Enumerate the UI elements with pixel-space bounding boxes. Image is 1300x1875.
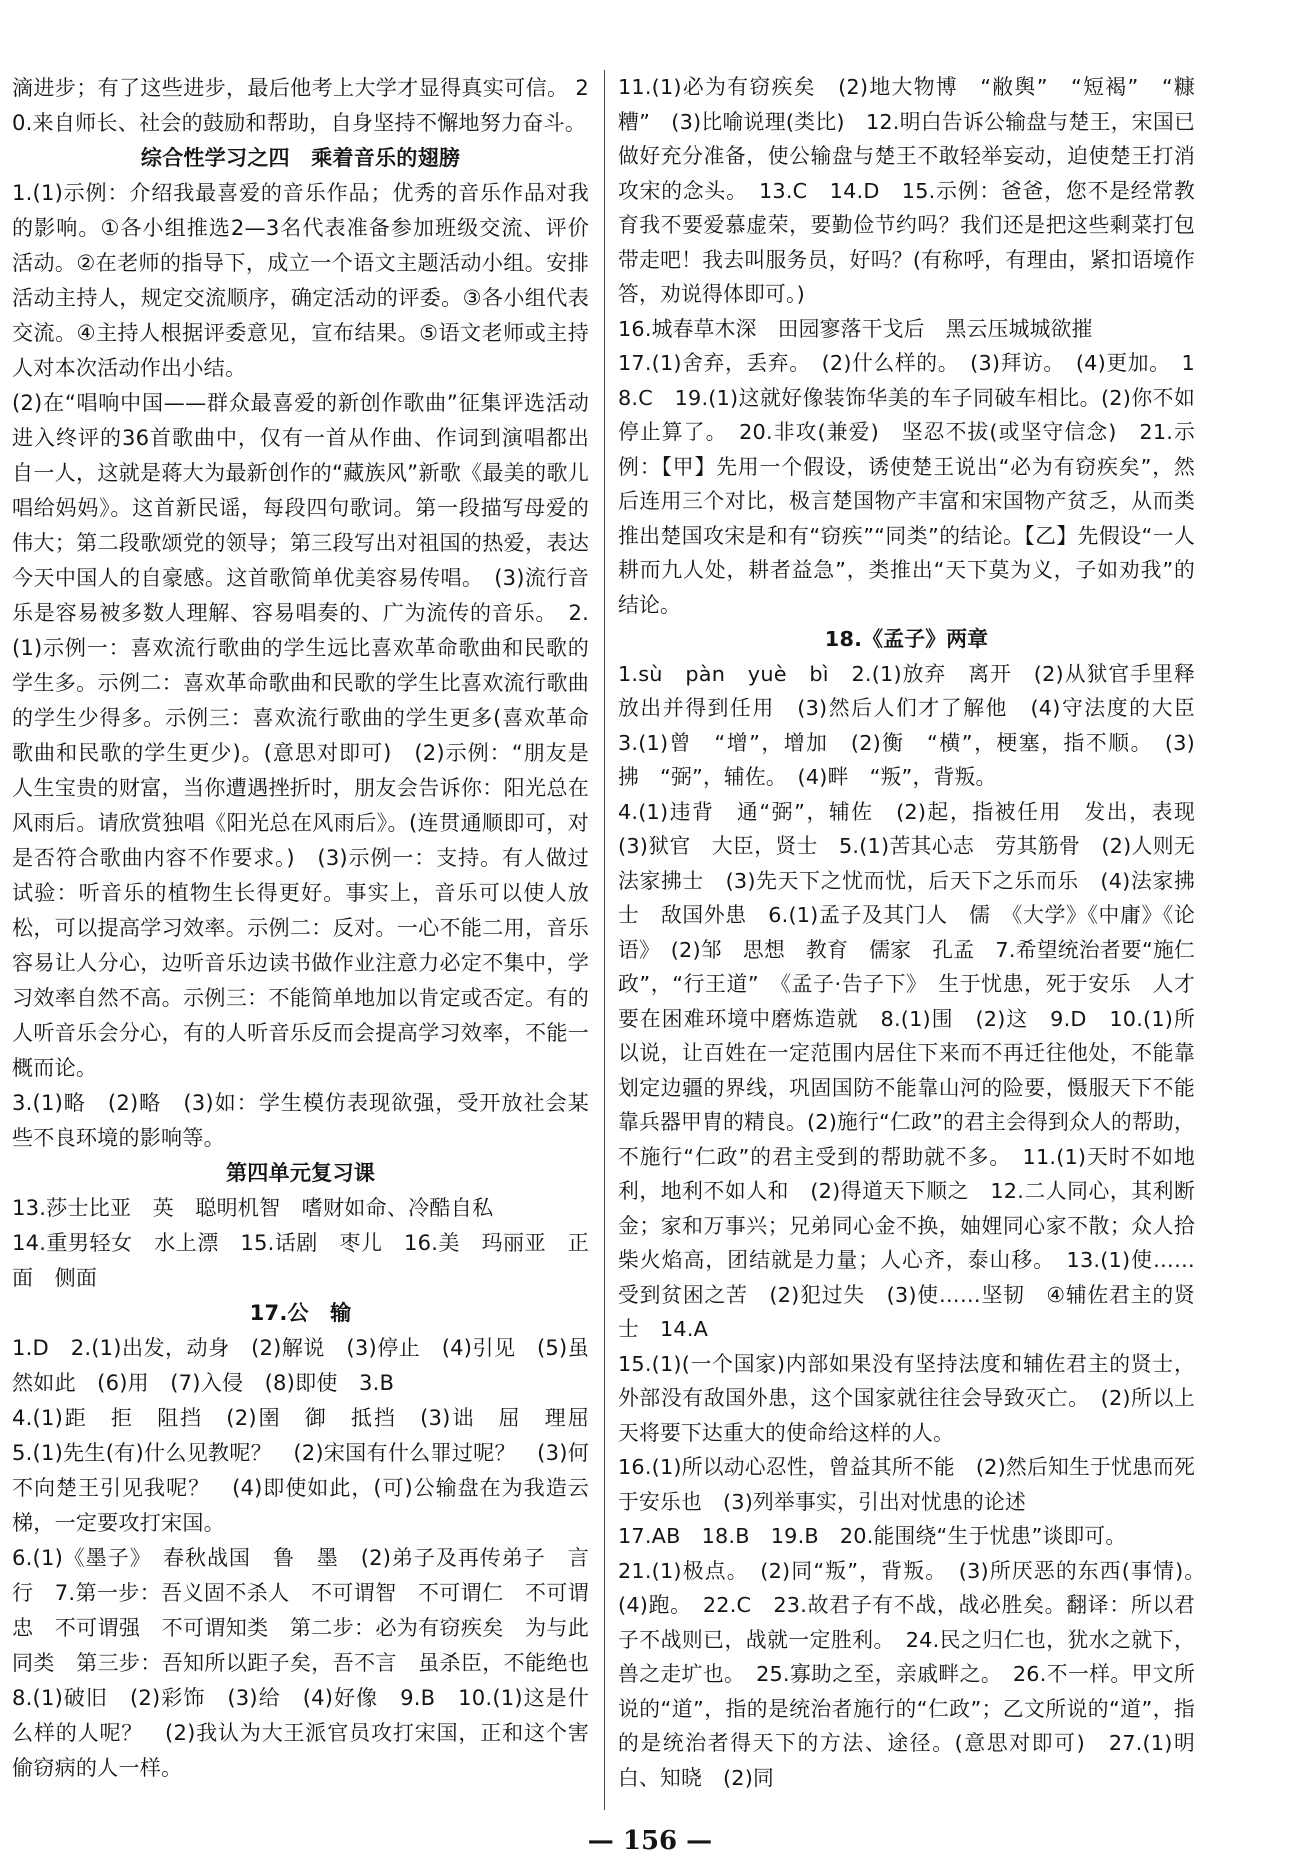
answer-paragraph: (2)在“唱响中国——群众最喜爱的新创作歌曲”征集评选活动进入终评的36首歌曲中，仅有一首从作曲、作词到演唱都出自一人，这就是蒋大为最新创作的“藏族风”新歌《最美的歌儿唱给妈妈》。这首新民谣，每段四句歌词。第一段描写母爱的伟大；第二段歌颂党的领导；第三段写出对祖国的热爱，表达今天中国人的自豪感。这首歌简单优美容易传唱。 (3)流行音乐是容易被多数人理解、容易唱奏的、广为流传的音乐。 2.(1)示例一：喜欢流行歌曲的学生远比喜欢革命歌曲和民歌的学生多。示例二：喜欢革命歌曲和民歌的学生比喜欢流行歌曲的学生少得多。示例三：喜欢流行歌曲的学生更多(喜欢革命歌曲和民歌的学生更少)。(意思对即可) (2)示例：“朋友是人生宝贵的财富，当你遭遇挫折时，朋友会告诉你：阳光总在风雨后。请欣赏独唱《阳光总在风雨后》。(连贯通顺即可，对是否符合歌曲内容不作要求。) (3)示例一：支持。有人做过试验：听音乐的植物生长得更好。事实上，音乐可以使人放松，可以提高学习效率。示例二：反对。一心不能二用，音乐容易让人分心，边听音乐边读书做作业注意力必定不集中，学习效率自然不高。示例三：不能简单地加以肯定或否定。有的人听音乐会分心，有的人听音乐反而会提高学习效率，不能一概而论。 (12, 390, 589, 1080)
right-column (618, 70, 1216, 1795)
answer-paragraph: 1.(1)示例：介绍我最喜爱的音乐作品；优秀的音乐作品对我的影响。①各小组推选2—3名代表准备参加班级交流、评价活动。②在老师的指导下，成立一个语文主题活动小组。安排活动主持人，规定交流顺序，确定活动的评委。③各小组代表交流。④主持人根据评委意见，宣布结果。⑤语文老师或主持人对本次活动作出小结。 (12, 180, 589, 380)
page-number: — 156 — (587, 1826, 713, 1856)
answer-paragraph: 滴进步；有了这些进步，最后他考上大学才显得真实可信。 20.来自师长、社会的鼓励和帮助，自身坚持不懈地努力奋斗。 (12, 75, 589, 135)
answer-paragraph: 6.(1)《墨子》 春秋战国 鲁 墨 (2)弟子及再传弟子 言行 7.第一步：吾义固不杀人 不可谓智 不可谓仁 不可谓忠 不可谓强 不可谓知类 第二步：必为有窃疾矣 为与此同类 第三步：吾知所以距子矣，吾不言 虽杀臣，不能绝也 8.(1)破旧 (2)彩饰 (3)给 (4)好像 9.B 10.(1)这是什么样的人呢？ (2)我认为大王派官员攻打宋国，正和这个害偷窃病的人一样。 (12, 1545, 611, 1780)
left-column (12, 70, 611, 1785)
answer-paragraph: 11.(1)必为有窃疾矣 (2)地大物博 “敝舆” “短褐” “糠糟” (3)比喻说理(类比) 12.明白告诉公输盘与楚王，宋国已做好充分准备，使公输盘与楚王不敢轻举妄动，迫使楚王打消攻宋的念头。 13.C 14.D 15.示例：爸爸，您不是经常教育我不要爱慕虚荣，要勤俭节约吗？我们还是把这些剩菜打包带走吧！我去叫服务员，好吗？(有称呼，有理由，紧扣语境作答，劝说得体即可。) (618, 75, 1195, 306)
answer-paragraph: 3.(1)略 (2)略 (3)如：学生模仿表现欲强，受开放社会某些不良环境的影响等。 (12, 1090, 589, 1150)
answer-paragraph: 13.莎士比亚 英 聪明机智 嗜财如命、冷酷自私 (12, 1195, 494, 1220)
answer-paragraph: 21.(1)极点。 (2)同“叛”，背叛。 (3)所厌恶的东西(事情)。 (4)跑。 22.C 23.故君子有不战，战必胜矣。翻译：所以君子不战则已，战就一定胜利。 24.民之归仁也，犹水之就下，兽之走圹也。 25.寡助之至，亲戚畔之。 26.不一样。甲文所说的“道”，指的是统治者施行的“仁政”；乙文所说的“道”，指的是统治者得天下的方法、途径。(意思对即可) 27.(1)明白、知晓 (2)同 (618, 1558, 1216, 1790)
answer-paragraph: 16.城春草木深 田园寥落干戈后 黑云压城城欲摧 (618, 316, 1093, 341)
answer-paragraph: 15.(1)(一个国家)内部如果没有坚持法度和辅佐君主的贤士，外部没有敌国外患，这个国家就往往会导致灭亡。 (2)所以上天将要下达重大的使命给这样的人。 (618, 1351, 1195, 1445)
answer-paragraph: 1.D 2.(1)出发，动身 (2)解说 (3)停止 (4)引见 (5)虽然如此 (6)用 (7)入侵 (8)即使 3.B (12, 1335, 589, 1395)
answer-paragraph: 14.重男轻女 水上漂 15.话剧 枣儿 16.美 玛丽亚 正面 侧面 (12, 1230, 589, 1290)
section-heading: 18.《孟子》两章 (824, 627, 989, 651)
answer-paragraph: 1.sù pàn yuè bì 2.(1)放弃 离开 (2)从狱官手里释放出并得到任用 (3)然后人们才了解他 (4)守法度的大臣 3.(1)曾 “增”，增加 (2)衡 “横”，梗塞，指不顺。 (3)拂 “弼”，辅佐。 (4)畔 “叛”，背叛。 (618, 661, 1216, 789)
section-heading: 综合性学习之四 乘着音乐的翅膀 (140, 145, 461, 170)
section-heading: 17.公 输 (249, 1300, 352, 1325)
column-divider (604, 70, 605, 1810)
section-heading: 第四单元复习课 (225, 1160, 376, 1185)
answer-paragraph: 4.(1)违背 通“弼”，辅佐 (2)起，指被任用 发出，表现 (3)狱官 大臣，贤士 5.(1)苦其心志 劳其筋骨 (2)人则无法家拂士 (3)先天下之忧而忧，后天下之乐而乐 (4)法家拂士 敌国外患 6.(1)孟子及其门人 儒 《大学》《中庸》《论语》 (2)邹 思想 教育 儒家 孔孟 7.希望统治者要“施仁政”，“行王道” 《孟子·告子下》 生于忧患，死于安乐 人才要在困难环境中磨炼造就 8.(1)围 (2)这 9.D 10.(1)所以说，让百姓在一定范围内居住下来而不再迁往他处，不能靠划定边疆的界线，巩固国防不能靠山河的险要，慑服天下不能靠兵器甲胄的精良。(2)施行“仁政”的君主会得到众人的帮助，不施行“仁政”的君主受到的帮助就不多。 11.(1)天时不如地利，地利不如人和 (2)得道天下顺之 12.二人同心，其利断金；家和万事兴；兄弟同心金不换，妯娌同心家不散；众人拾柴火焰高，团结就是力量；人心齐，泰山移。 13.(1)使……受到贫困之苦 (2)犯过失 (3)使……坚韧 ④辅佐君主的贤士 14.A (618, 799, 1216, 1341)
answer-paragraph: 17.AB 18.B 19.B 20.能围绕“生于忧患”谈即可。 (618, 1524, 1127, 1548)
answer-paragraph: 16.(1)所以动心忍性，曾益其所不能 (2)然后知生于忧患而死于安乐也 (3)列举事实，引出对忧患的论述 (618, 1455, 1195, 1514)
answer-paragraph: 17.(1)舍弃，丢弃。 (2)什么样的。 (3)拜访。 (4)更加。 18.C 19.(1)这就好像装饰华美的车子同破车相比。(2)你不如停止算了。 20.非攻(兼爱) 坚忍不拔(或坚守信念) 21.示例：【甲】先用一个假设，诱使楚王说出“必为有窃疾矣”，然后连用三个对比，极言楚国物产丰富和宋国物产贫乏，从而类推出楚国攻宋是和有“窃疾”“同类”的结论。【乙】先假设“一人耕而九人处，耕者益急”，类推出“天下莫为义，子如劝我”的结论。 (618, 351, 1195, 617)
answer-paragraph: 4.(1)距 拒 阻挡 (2)圉 御 抵挡 (3)诎 屈 理屈 5.(1)先生(有)什么见教呢？ (2)宋国有什么罪过呢？ (3)何不向楚王引见我呢？ (4)即使如此，(可)公输盘在为我造云梯，一定要攻打宋国。 (12, 1405, 611, 1535)
